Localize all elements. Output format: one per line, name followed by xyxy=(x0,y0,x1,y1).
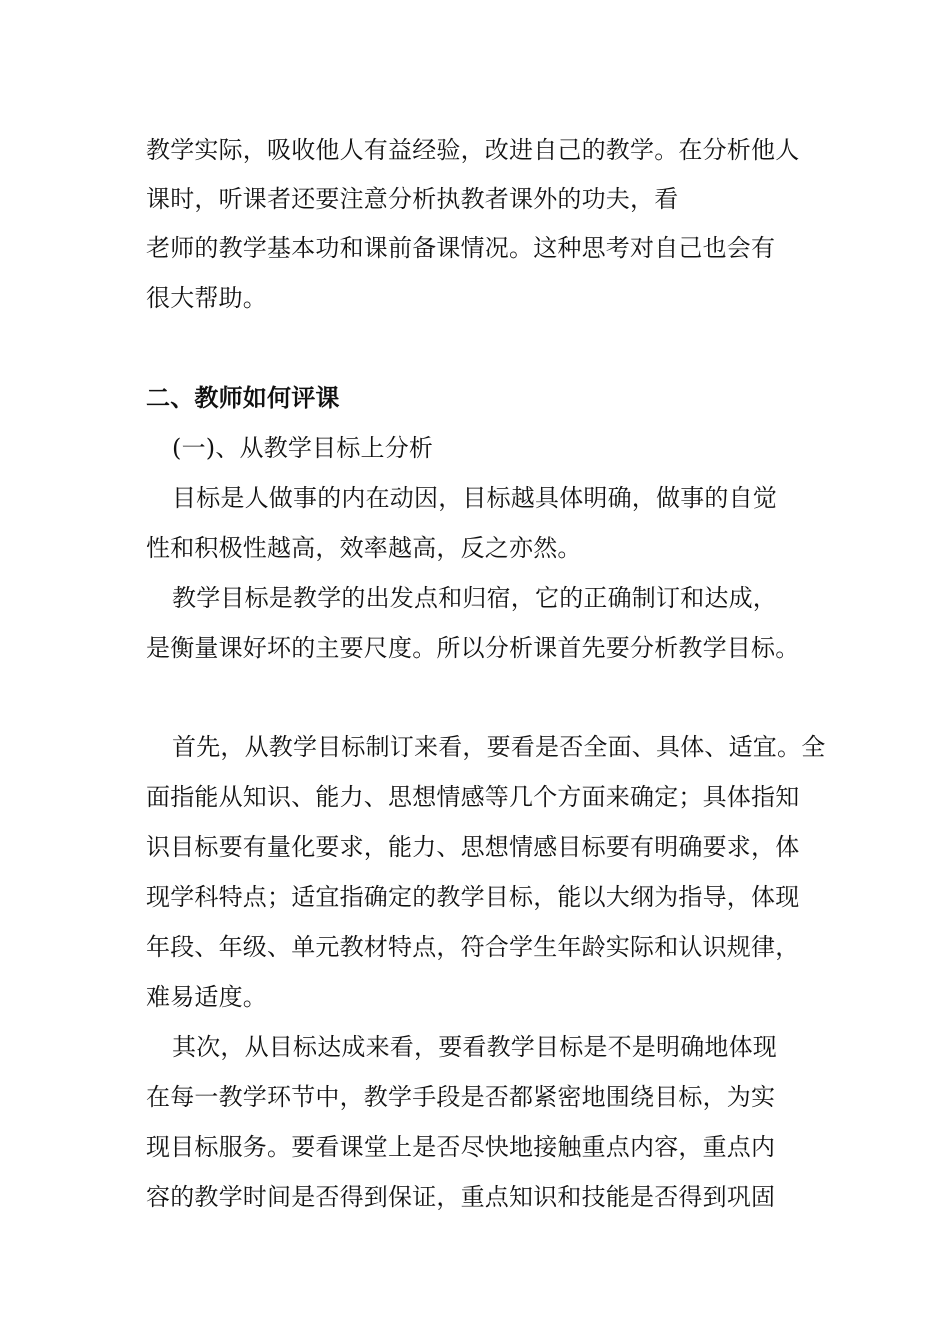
paragraph-5-line-2: 在每一教学环节中，教学手段是否都紧密地围绕目标，为实 xyxy=(146,1083,776,1111)
subsection-heading: (一)、从教学目标上分析 xyxy=(172,434,434,462)
paragraph-5-line-3: 现目标服务。要看课堂上是否尽快地接触重点内容，重点内 xyxy=(146,1133,776,1161)
paragraph-2-line-2: 性和积极性越高，效率越高，反之亦然。 xyxy=(146,534,582,562)
paragraph-5-line-1: 其次，从目标达成来看，要看教学目标是不是明确地体现 xyxy=(172,1033,777,1061)
paragraph-4-line-1: 首先，从教学目标制订来看，要看是否全面、具体、适宜。全 xyxy=(172,733,826,761)
paragraph-4-line-4: 现学科特点；适宜指确定的教学目标，能以大纲为指导，体现 xyxy=(146,883,800,911)
paragraph-1-line-3: 老师的教学基本功和课前备课情况。这种思考对自己也会有 xyxy=(146,234,776,262)
paragraph-2-line-1: 目标是人做事的内在动因，目标越具体明确，做事的自觉 xyxy=(172,484,777,512)
paragraph-3-line-2: 是衡量课好坏的主要尺度。所以分析课首先要分析教学目标。 xyxy=(146,634,800,662)
paragraph-5-line-4: 容的教学时间是否得到保证，重点知识和技能是否得到巩固 xyxy=(146,1183,776,1211)
paragraph-4-line-5: 年段、年级、单元教材特点，符合学生年龄实际和认识规律， xyxy=(146,933,800,961)
paragraph-4-line-6: 难易适度。 xyxy=(146,983,267,1011)
paragraph-4-line-2: 面指能从知识、能力、思想情感等几个方面来确定；具体指知 xyxy=(146,783,800,811)
paragraph-4-line-3: 识目标要有量化要求，能力、思想情感目标要有明确要求，体 xyxy=(146,833,800,861)
section-heading: 二、教师如何评课 xyxy=(146,383,340,412)
paragraph-1-line-2: 课时，听课者还要注意分析执教者课外的功夫，看 xyxy=(146,185,679,213)
paragraph-1-line-1: 教学实际，吸收他人有益经验，改进自己的教学。在分析他人 xyxy=(146,136,800,164)
paragraph-1-line-4: 很大帮助。 xyxy=(146,284,267,312)
paragraph-3-line-1: 教学目标是教学的出发点和归宿，它的正确制订和达成， xyxy=(172,584,777,612)
